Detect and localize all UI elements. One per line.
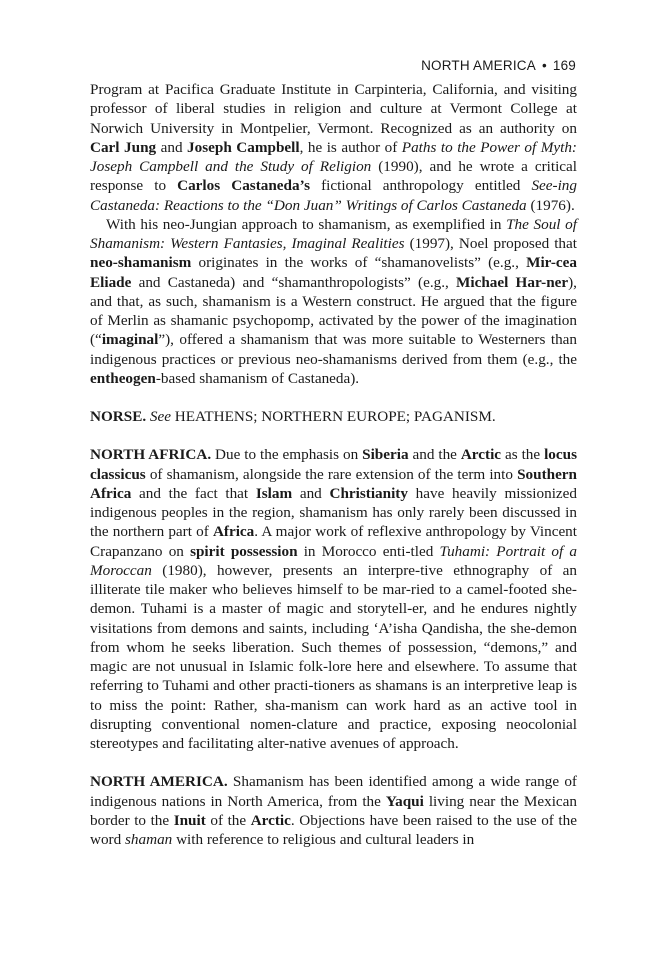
text-run: (1990), and he wrote a critical response to <box>90 158 577 195</box>
text-run: originates in the works of “shamanovelists” (e.g., <box>191 254 527 272</box>
entry-headword-north-america: NORTH AMERICA. <box>90 773 228 791</box>
text-run: have heavily missionized indigenous peoples in the region, shamanism has only rarely been discussed in the northern part of <box>90 484 577 541</box>
cross-ref-entheogen: entheogen <box>90 369 156 387</box>
cross-ref-imaginal: imaginal <box>101 331 159 349</box>
entry-norse <box>90 407 577 426</box>
cross-ref-siberia: Siberia <box>362 446 409 464</box>
running-head <box>421 58 576 73</box>
text-run: . Objections have been raised to the use of the word <box>90 811 577 848</box>
cross-ref-locus-classicus: locus classicus <box>90 446 577 483</box>
entry-headword-norse: NORSE. <box>90 408 147 425</box>
term-shaman: shaman <box>125 831 173 848</box>
text-run: Due to the emphasis on <box>211 446 363 464</box>
text-run: in Morocco enti-tled <box>297 542 440 560</box>
text-run: fictional anthropology entitled <box>310 177 532 195</box>
cross-ref-michael-harner: Michael Har-ner <box>456 273 569 291</box>
book-title-soul-of-shamanism: The Soul of Shamanism: Western Fantasies, Imaginal Realities <box>90 215 577 252</box>
text-run: and the <box>408 446 461 464</box>
cross-ref-inuit: Inuit <box>173 811 206 829</box>
paragraph-neo-jungian <box>90 215 577 388</box>
text-run: Program at Pacifica Graduate Institute in Carpinteria, California, and visiting professor of liberal studies in religion and culture at Vermont College at Norwich University in Montpelier, Vermont. Recognized as an authority on <box>90 81 577 137</box>
cross-ref-carl-jung: Carl Jung <box>90 138 157 156</box>
cross-ref-africa: Africa <box>212 523 255 541</box>
cross-ref-neo-shamanism: neo-shamanism <box>90 254 192 272</box>
text-run: living near the Mexican border to the <box>90 792 577 829</box>
entry-north-america <box>90 772 577 849</box>
text-run: -based shamanism of Castaneda). <box>155 369 360 387</box>
cross-ref-southern-africa: Southern Africa <box>90 465 577 502</box>
page-body <box>90 80 577 849</box>
text-run: and Castaneda) and “shamanthropologists” (e.g., <box>131 273 457 291</box>
book-title-paths-to-the-power-of-myth: Paths to the Power of Myth: Joseph Campbell and the Study of Religion <box>90 138 577 175</box>
cross-ref-spirit-possession: spirit possession <box>190 542 298 560</box>
text-run: with reference to religious and cultural leaders in <box>172 831 475 848</box>
cross-ref-islam: Islam <box>255 484 293 502</box>
text-run: and <box>156 138 188 156</box>
text-run: (1997), Noel proposed that <box>404 235 577 252</box>
text-run: and the fact that <box>131 484 256 502</box>
cross-ref-christianity: Christianity <box>329 484 408 502</box>
page-number: 169 <box>552 58 576 73</box>
text-run: (1980), however, presents an interpre-tive ethnography of an illiterate tile maker who believes himself to be mar-ried to a camel-footed she-demon. Tuhami is a master of magic and storytell-er, and he endures nightly visitations from demons and saints, including ‘A’isha Qandisha, the she-demon from whom he seeks liberation. Such themes of possession, “demons,” and magic are not unusual in Islamic folk-lore here and elsewhere. To assume that referring to Tuhami and other practi-tioners as shamans is an interpretive leap is to miss the point: Rather, sha-manism can work hard as an active tool in disrupting conventional nomen-clature and practice, exposing neocolonial stereotypes and facilitating alter-native avenues of approach. <box>90 561 577 752</box>
cross-ref-mircea-eliade: Mir-cea Eliade <box>90 254 577 291</box>
bullet-separator: • <box>541 58 547 73</box>
cross-ref-carlos-castaneda: Carlos Castaneda’s <box>177 177 310 195</box>
text-run: and <box>292 484 330 502</box>
text-run: (1976). <box>526 196 575 214</box>
text-run: ”), offered a shamanism that was more suitable to Westerners than indigenous practices or previous neo-shamanisms derived from them (e.g., the <box>90 331 577 368</box>
cross-ref-yaqui: Yaqui <box>385 792 424 810</box>
book-title-tuhami: Tuhami: Portrait of a Moroccan <box>90 542 577 579</box>
running-head-section: NORTH AMERICA <box>421 58 536 73</box>
book-title-seeing-castaneda: See-ing Castaneda: Reactions to the “Don Juan” Writings of Carlos Castaneda <box>90 177 577 214</box>
text-run: With his neo-Jungian approach to shamanism, as exemplified in <box>106 215 507 233</box>
text-run: ), and that, as such, shamanism is a Western construct. He argued that the figure of Merlin as shamanic psychopomp, activated by the power of the imagination (“ <box>90 273 577 349</box>
see-reference-targets: HEATHENS; NORTHERN EUROPE; PAGANISM. <box>171 408 496 425</box>
entry-headword-north-africa: NORTH AFRICA. <box>90 446 212 464</box>
see-reference-label: See <box>149 408 171 425</box>
cross-ref-arctic: Arctic <box>460 446 502 464</box>
paragraph-noel-continued <box>90 80 577 215</box>
text-run: as the <box>501 446 545 464</box>
cross-ref-joseph-campbell: Joseph Campbell <box>187 138 300 156</box>
entry-north-africa <box>90 445 577 753</box>
text-run: . A major work of reflexive anthropology by Vincent Crapanzano on <box>90 523 577 560</box>
text-run: of the <box>205 811 251 829</box>
text-run: Shamanism has been identified among a wide range of indigenous nations in North America, from the <box>90 773 577 810</box>
cross-ref-arctic: Arctic <box>250 811 291 829</box>
text-run: of shamanism, alongside the rare extension of the term into <box>145 465 518 483</box>
text-run: , he is author of <box>299 138 402 156</box>
